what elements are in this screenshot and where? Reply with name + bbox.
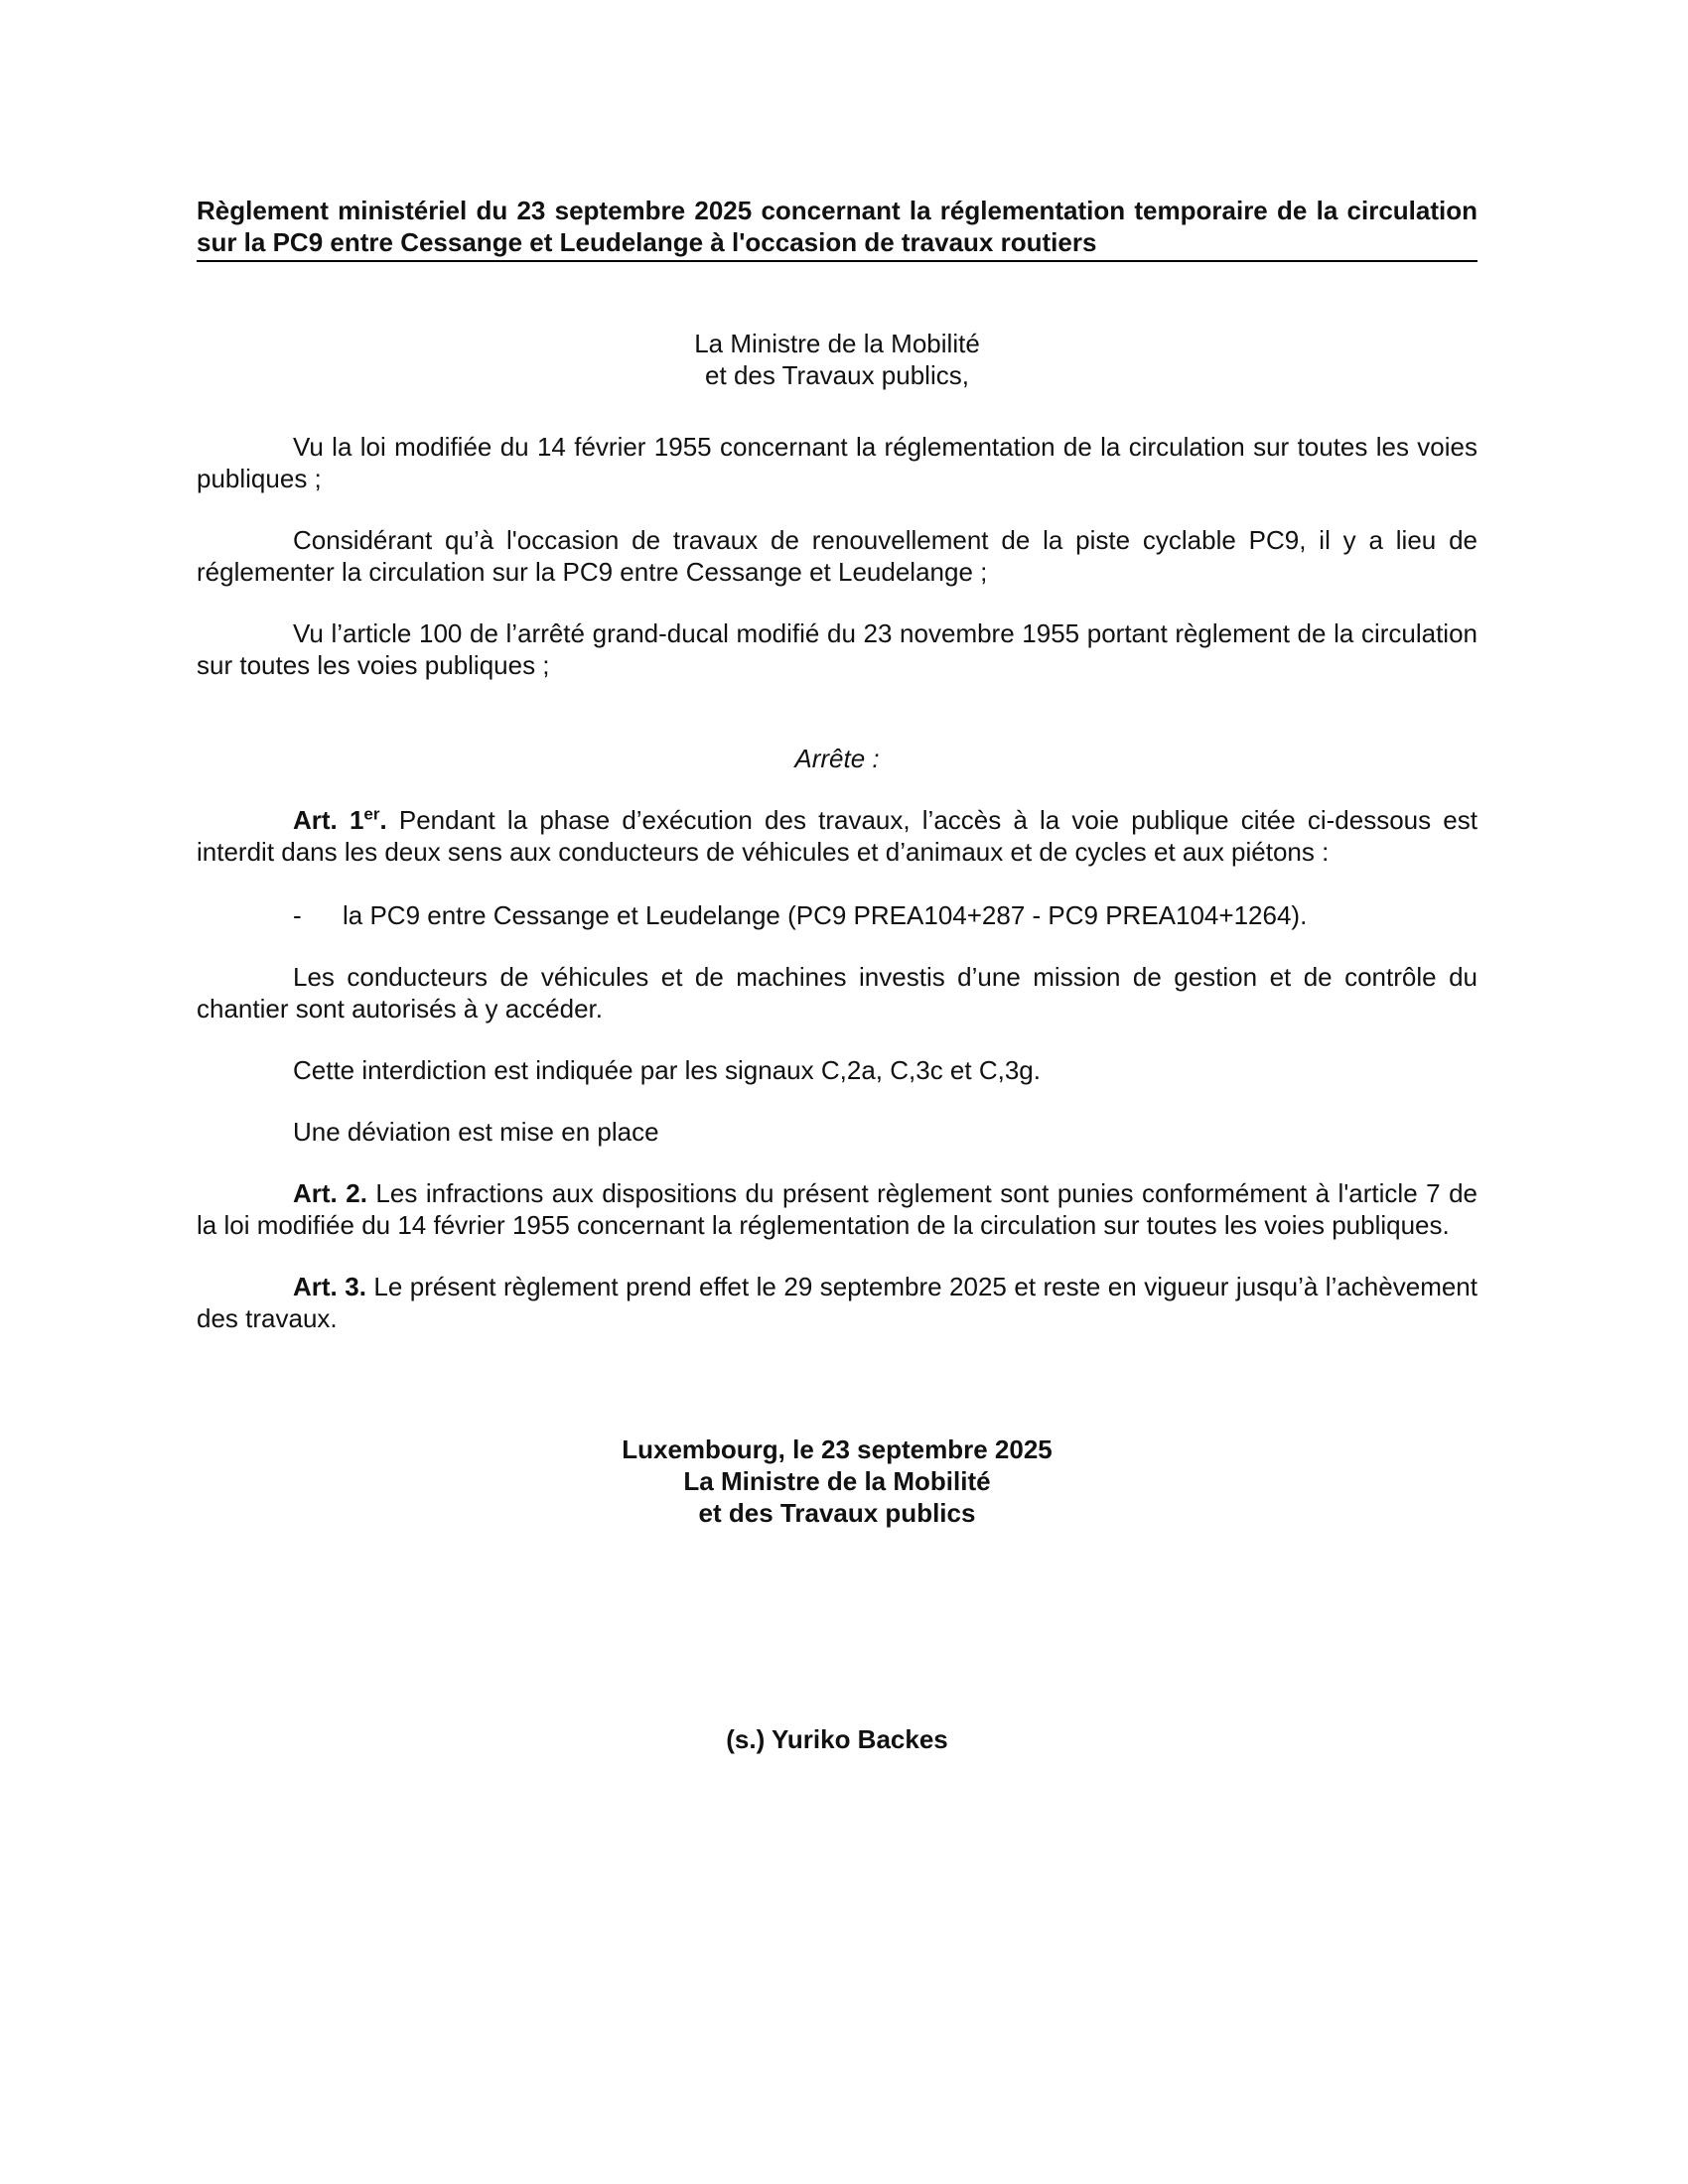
article-1-bullet bbox=[197, 899, 1477, 931]
article-1-label-sup: er bbox=[363, 804, 380, 824]
article-1-label bbox=[293, 805, 387, 835]
signer-name: (s.) Yuriko Backes bbox=[726, 1724, 948, 1754]
authority-line-2: et des Travaux publics, bbox=[705, 360, 969, 390]
article-2 bbox=[197, 1177, 1477, 1241]
article-3-label: Art. 3. bbox=[293, 1272, 366, 1301]
article-1-label-text: Art. 1 bbox=[293, 805, 364, 835]
article-3 bbox=[197, 1271, 1477, 1334]
signature-role-line-2: et des Travaux publics bbox=[698, 1498, 976, 1528]
document-page bbox=[197, 195, 1477, 1755]
article-2-label: Art. 2. bbox=[293, 1178, 367, 1208]
article-1-label-end: . bbox=[379, 805, 387, 835]
bullet-text: la PC9 entre Cessange et Leudelange (PC9 PREA104+287 - PC9 PREA104+1264). bbox=[343, 900, 1308, 930]
article-1 bbox=[197, 804, 1477, 868]
article-2-text: Les infractions aux dispositions du présent règlement sont punies conformément à l'article 7 de la loi modifiée du 14 février 1955 concernant la réglementation de la circulation sur toutes les voies publiques. bbox=[197, 1178, 1477, 1240]
signature-place-date: Luxembourg, le 23 septembre 2025 bbox=[622, 1434, 1053, 1464]
consideration-2: Considérant qu’à l'occasion de travaux de renouvellement de la piste cyclable PC9, il y a lieu de réglementer la circulation sur la PC9 entre Cessange et Leudelange ; bbox=[197, 525, 1477, 587]
signature-block bbox=[197, 1433, 1477, 1529]
article-1-text: Pendant la phase d’exécution des travaux, l’accès à la voie publique citée ci-dessous est interdit dans les deux sens aux conducteurs de véhicules et d’animaux et de cycles et aux piétons : bbox=[197, 805, 1477, 867]
document-title: Règlement ministériel du 23 septembre 2025 concernant la réglementation temporaire de la circulation sur la PC9 entre Cessange et Leudelange à l'occasion de travaux routiers bbox=[197, 195, 1477, 262]
article-3-text: Le présent règlement prend effet le 29 septembre 2025 et reste en vigueur jusqu’à l’achèvement des travaux. bbox=[197, 1272, 1477, 1333]
arrete-heading: Arrête : bbox=[794, 744, 880, 773]
article-1-para-4: Une déviation est mise en place bbox=[293, 1117, 659, 1147]
article-1-para-3: Cette interdiction est indiquée par les signaux C,2a, C,3c et C,3g. bbox=[293, 1055, 1041, 1085]
bullet-dash: - bbox=[293, 900, 302, 930]
authority-line-1: La Ministre de la Mobilité bbox=[694, 329, 980, 358]
authority-block bbox=[197, 328, 1477, 391]
consideration-3: Vu l’article 100 de l’arrêté grand-ducal modifié du 23 novembre 1955 portant règlement de la circulation sur toutes les voies publiques ; bbox=[197, 618, 1477, 680]
article-1-para-2: Les conducteurs de véhicules et de machines investis d’une mission de gestion et de contrôle du chantier sont autorisés à y accéder. bbox=[197, 962, 1477, 1024]
consideration-1: Vu la loi modifiée du 14 février 1955 concernant la réglementation de la circulation sur toutes les voies publiques ; bbox=[197, 432, 1477, 493]
signature-role-line-1: La Ministre de la Mobilité bbox=[683, 1466, 991, 1496]
